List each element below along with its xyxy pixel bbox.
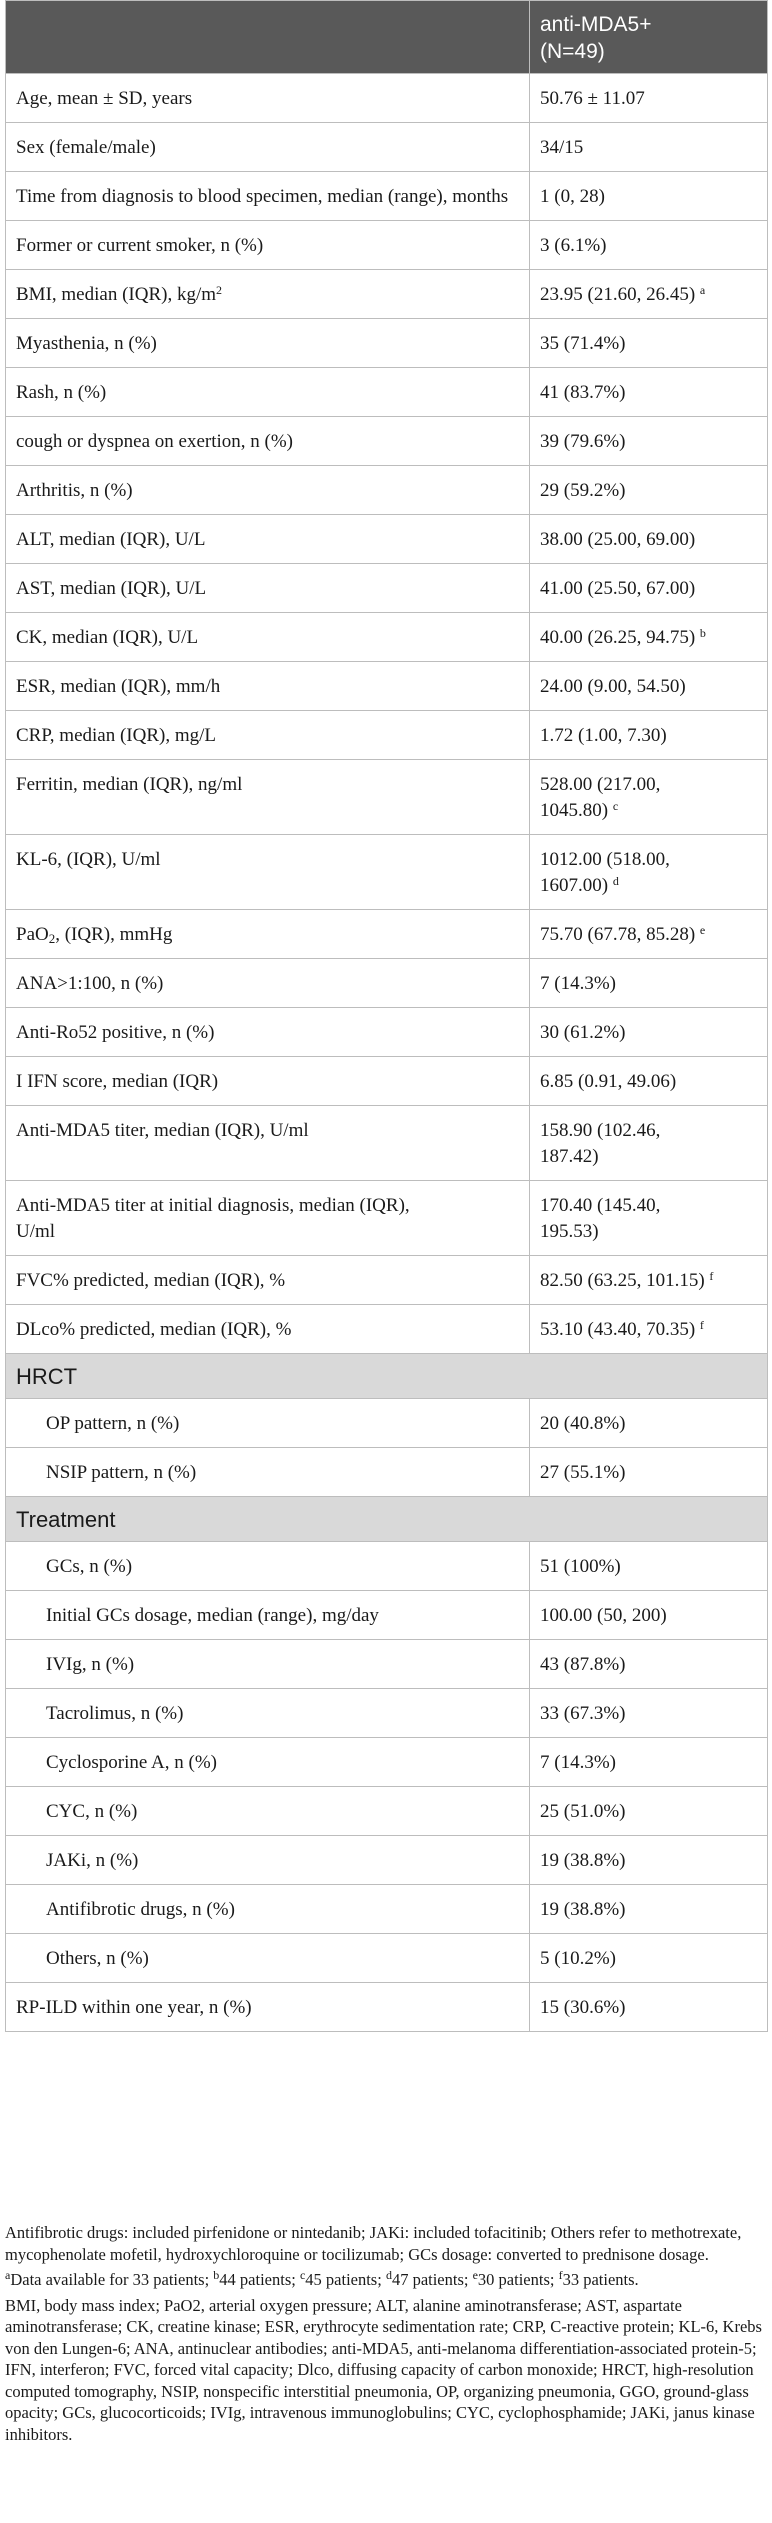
table-footnotes xyxy=(5,2222,767,2449)
row-value-cell xyxy=(530,1542,768,1591)
header-empty-cell xyxy=(6,1,530,74)
row-label: RP-ILD within one year, n (%) xyxy=(16,1997,252,2018)
table-row xyxy=(6,1689,768,1738)
footnote-marker: d xyxy=(612,874,619,888)
row-label: ESR, median (IQR), mm/h xyxy=(16,676,221,697)
table-row xyxy=(6,835,768,910)
row-label-cell xyxy=(6,172,530,221)
row-label-cell xyxy=(6,1181,530,1256)
row-value-line1: 1012.00 (518.00, xyxy=(540,849,670,870)
treatment-section-title: Treatment xyxy=(6,1497,768,1542)
row-value: 51 (100%) xyxy=(540,1556,621,1577)
table-row xyxy=(6,1305,768,1354)
row-label-cell xyxy=(6,1399,530,1448)
row-label: Antifibrotic drugs, n (%) xyxy=(46,1899,235,1920)
row-label-cell xyxy=(6,1738,530,1787)
header-group-label: anti-MDA5+ xyxy=(540,13,652,36)
row-label-line1: Anti-MDA5 titer at initial diagnosis, median (IQR), xyxy=(16,1195,410,1216)
row-label: Sex (female/male) xyxy=(16,137,156,158)
table-row xyxy=(6,760,768,835)
row-value-cell xyxy=(530,711,768,760)
row-label: CK, median (IQR), U/L xyxy=(16,627,199,648)
row-label: Cyclosporine A, n (%) xyxy=(46,1752,217,1773)
row-value: 100.00 (50, 200) xyxy=(540,1605,667,1626)
table-row xyxy=(6,74,768,123)
row-value: 40.00 (26.25, 94.75) xyxy=(540,627,696,648)
row-label: CRP, median (IQR), mg/L xyxy=(16,725,217,746)
row-label: JAKi, n (%) xyxy=(46,1850,139,1871)
row-value: 75.70 (67.78, 85.28) xyxy=(540,924,696,945)
row-value: 19 (38.8%) xyxy=(540,1850,626,1871)
row-value: 34/15 xyxy=(540,137,584,158)
row-value: 3 (6.1%) xyxy=(540,235,607,256)
header-group-count: (N=49) xyxy=(540,40,605,63)
footnote-marker: e xyxy=(699,923,706,937)
table-row xyxy=(6,221,768,270)
row-label-cell xyxy=(6,221,530,270)
row-value-cell xyxy=(530,1689,768,1738)
footnote-marker-b: b xyxy=(213,2268,220,2282)
row-label-cell xyxy=(6,1934,530,1983)
row-label: DLco% predicted, median (IQR), % xyxy=(16,1319,292,1340)
row-label-cell xyxy=(6,711,530,760)
footnote-b-text: 44 patients; xyxy=(219,2270,300,2289)
row-value-cell xyxy=(530,417,768,466)
row-label-cell xyxy=(6,1305,530,1354)
table-row xyxy=(6,1256,768,1305)
row-value-cell xyxy=(530,1106,768,1181)
row-label: AST, median (IQR), U/L xyxy=(16,578,207,599)
row-value-cell xyxy=(530,1008,768,1057)
row-label-cell xyxy=(6,1836,530,1885)
row-value: 1.72 (1.00, 7.30) xyxy=(540,725,667,746)
row-value: 35 (71.4%) xyxy=(540,333,626,354)
footnote-marker: b xyxy=(699,626,706,640)
row-value: 38.00 (25.00, 69.00) xyxy=(540,529,696,550)
table-row xyxy=(6,1983,768,2032)
row-value-line2: 195.53) xyxy=(540,1221,599,1242)
table-row xyxy=(6,466,768,515)
row-value-cell xyxy=(530,1057,768,1106)
row-label-cell xyxy=(6,417,530,466)
row-value-cell xyxy=(530,959,768,1008)
row-label: Anti-Ro52 positive, n (%) xyxy=(16,1022,215,1043)
footnote-f-text: 33 patients. xyxy=(562,2270,639,2289)
row-label: FVC% predicted, median (IQR), % xyxy=(16,1270,286,1291)
row-label: Initial GCs dosage, median (range), mg/day xyxy=(46,1605,379,1626)
row-label-suffix: , (IQR), mmHg xyxy=(55,924,173,945)
hrct-section-row xyxy=(6,1354,768,1399)
row-value: 41.00 (25.50, 67.00) xyxy=(540,578,696,599)
row-label-cell xyxy=(6,1885,530,1934)
row-label-cell xyxy=(6,319,530,368)
table-row xyxy=(6,1640,768,1689)
row-value: 6.85 (0.91, 49.06) xyxy=(540,1071,677,1092)
row-value-cell xyxy=(530,74,768,123)
table-row xyxy=(6,270,768,319)
row-label-cell xyxy=(6,466,530,515)
table-row xyxy=(6,123,768,172)
row-label: GCs, n (%) xyxy=(46,1556,133,1577)
row-value-cell xyxy=(530,1836,768,1885)
row-label: Myasthenia, n (%) xyxy=(16,333,157,354)
row-value: 15 (30.6%) xyxy=(540,1997,626,2018)
row-value-cell xyxy=(530,319,768,368)
row-value-cell xyxy=(530,270,768,319)
row-value-cell xyxy=(530,662,768,711)
row-label-line2: U/ml xyxy=(16,1221,56,1242)
row-value-cell xyxy=(530,1738,768,1787)
table-row xyxy=(6,1106,768,1181)
table-row xyxy=(6,417,768,466)
row-value-cell xyxy=(530,760,768,835)
row-value-cell xyxy=(530,1256,768,1305)
row-value: 25 (51.0%) xyxy=(540,1801,626,1822)
row-label-cell xyxy=(6,1106,530,1181)
row-value-cell xyxy=(530,1640,768,1689)
table-row xyxy=(6,910,768,959)
footnote-marker-a: a xyxy=(5,2268,11,2282)
clinical-characteristics-table xyxy=(5,0,768,2032)
row-value: 5 (10.2%) xyxy=(540,1948,616,1969)
row-label-cell xyxy=(6,74,530,123)
row-value: 33 (67.3%) xyxy=(540,1703,626,1724)
row-label: ALT, median (IQR), U/L xyxy=(16,529,206,550)
row-label-cell xyxy=(6,515,530,564)
row-label: CYC, n (%) xyxy=(46,1801,138,1822)
row-value: 30 (61.2%) xyxy=(540,1022,626,1043)
row-value-cell xyxy=(530,221,768,270)
row-value: 50.76 ± 11.07 xyxy=(540,88,645,109)
row-label-cell xyxy=(6,959,530,1008)
row-value: 27 (55.1%) xyxy=(540,1462,626,1483)
row-value: 23.95 (21.60, 26.45) xyxy=(540,284,696,305)
row-label: PaO xyxy=(16,924,49,945)
footnote-e-text: 30 patients; xyxy=(477,2270,559,2289)
footnote-d-text: 47 patients; xyxy=(391,2270,473,2289)
row-value-cell xyxy=(530,1591,768,1640)
row-label: Time from diagnosis to blood specimen, median (range), months xyxy=(16,186,509,207)
footnote-marker: a xyxy=(699,283,706,297)
footnote-data-availability xyxy=(5,2269,767,2291)
hrct-section-title: HRCT xyxy=(6,1354,768,1399)
table-row xyxy=(6,1448,768,1497)
row-label: IVIg, n (%) xyxy=(46,1654,135,1675)
table-row xyxy=(6,368,768,417)
row-value-line2: 1045.80) xyxy=(540,800,609,821)
row-label-cell xyxy=(6,910,530,959)
table-row xyxy=(6,1591,768,1640)
footnote-a-text: Data available for 33 patients; xyxy=(10,2270,214,2289)
row-label: Anti-MDA5 titer, median (IQR), U/ml xyxy=(16,1120,309,1141)
row-value: 82.50 (63.25, 101.15) xyxy=(540,1270,705,1291)
row-label-cell xyxy=(6,613,530,662)
table-row xyxy=(6,564,768,613)
table-row xyxy=(6,959,768,1008)
row-label: Rash, n (%) xyxy=(16,382,107,403)
footnote-abbreviations: BMI, body mass index; PaO2, arterial oxygen pressure; ALT, alanine aminotransferase; AST, aspartate aminotransferase; CK, creatine kinase; ESR, erythrocyte sedimentation rate; CRP, C-reactive protein; KL-6, Krebs von den Lungen-6; ANA, antinuclear antibodies; anti-MDA5, anti-melanoma differentiation-associated protein-5; IFN, interferon; FVC, forced vital capacity; Dlco, diffusing capacity of carbon monoxide; HRCT, high-resolution computed tomography, NSIP, nonspecific interstitial pneumonia, OP, organizing pneumonia, GGO, ground-glass opacity; GCs, glucocorticoids; IVIg, intravenous immunoglobulins; CYC, cyclophosphamide; JAKi, janus kinase inhibitors. xyxy=(5,2295,762,2444)
table-row xyxy=(6,319,768,368)
row-label: I IFN score, median (IQR) xyxy=(16,1071,219,1092)
row-value-cell xyxy=(530,123,768,172)
row-value-cell xyxy=(530,466,768,515)
row-label: Tacrolimus, n (%) xyxy=(46,1703,184,1724)
row-label-cell xyxy=(6,1983,530,2032)
row-value: 20 (40.8%) xyxy=(540,1413,626,1434)
row-label-cell xyxy=(6,1787,530,1836)
row-label: Others, n (%) xyxy=(46,1948,149,1969)
row-value: 29 (59.2%) xyxy=(540,480,626,501)
row-label-superscript: 2 xyxy=(216,283,223,297)
row-label-cell xyxy=(6,1448,530,1497)
row-label: Former or current smoker, n (%) xyxy=(16,235,264,256)
row-value-cell xyxy=(530,1448,768,1497)
row-label: ANA>1:100, n (%) xyxy=(16,973,164,994)
row-label-cell xyxy=(6,760,530,835)
row-value-cell xyxy=(530,1983,768,2032)
footnote-drug-definitions: Antifibrotic drugs: included pirfenidone or nintedanib; JAKi: included tofacitinib; Others refer to methotrexate, mycophenolate mofetil, hydroxychloroquine or tocilizumab; GCs dosage: converted to prednisone dosage. xyxy=(5,2223,742,2264)
table-row xyxy=(6,1399,768,1448)
table-body xyxy=(6,1,768,2032)
table-row xyxy=(6,1934,768,1983)
row-value-cell xyxy=(530,1787,768,1836)
row-label: BMI, median (IQR), kg/m xyxy=(16,284,217,305)
table-row xyxy=(6,1057,768,1106)
table-row xyxy=(6,1542,768,1591)
row-value-cell xyxy=(530,910,768,959)
row-label: Arthritis, n (%) xyxy=(16,480,133,501)
footnote-marker-e: e xyxy=(472,2268,478,2282)
row-label-cell xyxy=(6,270,530,319)
row-label: OP pattern, n (%) xyxy=(46,1413,180,1434)
row-value: 24.00 (9.00, 54.50) xyxy=(540,676,686,697)
row-label: NSIP pattern, n (%) xyxy=(46,1462,197,1483)
row-value-line1: 158.90 (102.46, xyxy=(540,1120,661,1141)
row-value-cell xyxy=(530,1885,768,1934)
row-value-cell xyxy=(530,1181,768,1256)
header-group-cell xyxy=(530,1,768,74)
table-row xyxy=(6,1008,768,1057)
row-value-cell xyxy=(530,515,768,564)
row-value-cell xyxy=(530,1399,768,1448)
row-value-cell xyxy=(530,1934,768,1983)
row-value: 1 (0, 28) xyxy=(540,186,605,207)
row-value: 43 (87.8%) xyxy=(540,1654,626,1675)
footnote-marker: c xyxy=(612,799,619,813)
row-label: KL-6, (IQR), U/ml xyxy=(16,849,161,870)
row-label: Age, mean ± SD, years xyxy=(16,88,193,109)
row-label-cell xyxy=(6,1640,530,1689)
treatment-section-row xyxy=(6,1497,768,1542)
footnote-marker: f xyxy=(699,1318,704,1332)
row-value-cell xyxy=(530,613,768,662)
row-label-cell xyxy=(6,1689,530,1738)
row-value-line1: 528.00 (217.00, xyxy=(540,774,661,795)
row-value: 53.10 (43.40, 70.35) xyxy=(540,1319,696,1340)
row-label-cell xyxy=(6,835,530,910)
row-value: 39 (79.6%) xyxy=(540,431,626,452)
row-value-cell xyxy=(530,835,768,910)
row-label-cell xyxy=(6,123,530,172)
row-label-cell xyxy=(6,564,530,613)
row-label-cell xyxy=(6,1591,530,1640)
table-row xyxy=(6,1738,768,1787)
table-row xyxy=(6,613,768,662)
row-label-cell xyxy=(6,1256,530,1305)
table-row xyxy=(6,172,768,221)
row-label-cell xyxy=(6,368,530,417)
row-label-cell xyxy=(6,662,530,711)
footnote-c-text: 45 patients; xyxy=(305,2270,386,2289)
footnote-marker-c: c xyxy=(299,2268,306,2282)
table-header-row xyxy=(6,1,768,74)
table-row xyxy=(6,1787,768,1836)
row-value: 7 (14.3%) xyxy=(540,973,616,994)
row-value-cell xyxy=(530,368,768,417)
row-value-line2: 1607.00) xyxy=(540,875,609,896)
footnote-marker-f: f xyxy=(558,2268,563,2282)
table-row xyxy=(6,1836,768,1885)
row-label: cough or dyspnea on exertion, n (%) xyxy=(16,431,294,452)
row-label-subscript: 2 xyxy=(48,931,56,946)
row-value-line1: 170.40 (145.40, xyxy=(540,1195,661,1216)
table-row xyxy=(6,1885,768,1934)
row-value-cell xyxy=(530,1305,768,1354)
row-value: 41 (83.7%) xyxy=(540,382,626,403)
row-value-cell xyxy=(530,172,768,221)
footnote-marker-d: d xyxy=(385,2268,392,2282)
row-label-cell xyxy=(6,1008,530,1057)
row-label-cell xyxy=(6,1057,530,1106)
row-value-cell xyxy=(530,564,768,613)
row-value: 7 (14.3%) xyxy=(540,1752,616,1773)
table-row xyxy=(6,662,768,711)
row-value-line2: 187.42) xyxy=(540,1146,599,1167)
table-row xyxy=(6,515,768,564)
row-value: 19 (38.8%) xyxy=(540,1899,626,1920)
table-row xyxy=(6,711,768,760)
footnote-marker: f xyxy=(709,1269,714,1283)
row-label: Ferritin, median (IQR), ng/ml xyxy=(16,774,243,795)
row-label-cell xyxy=(6,1542,530,1591)
table-row xyxy=(6,1181,768,1256)
